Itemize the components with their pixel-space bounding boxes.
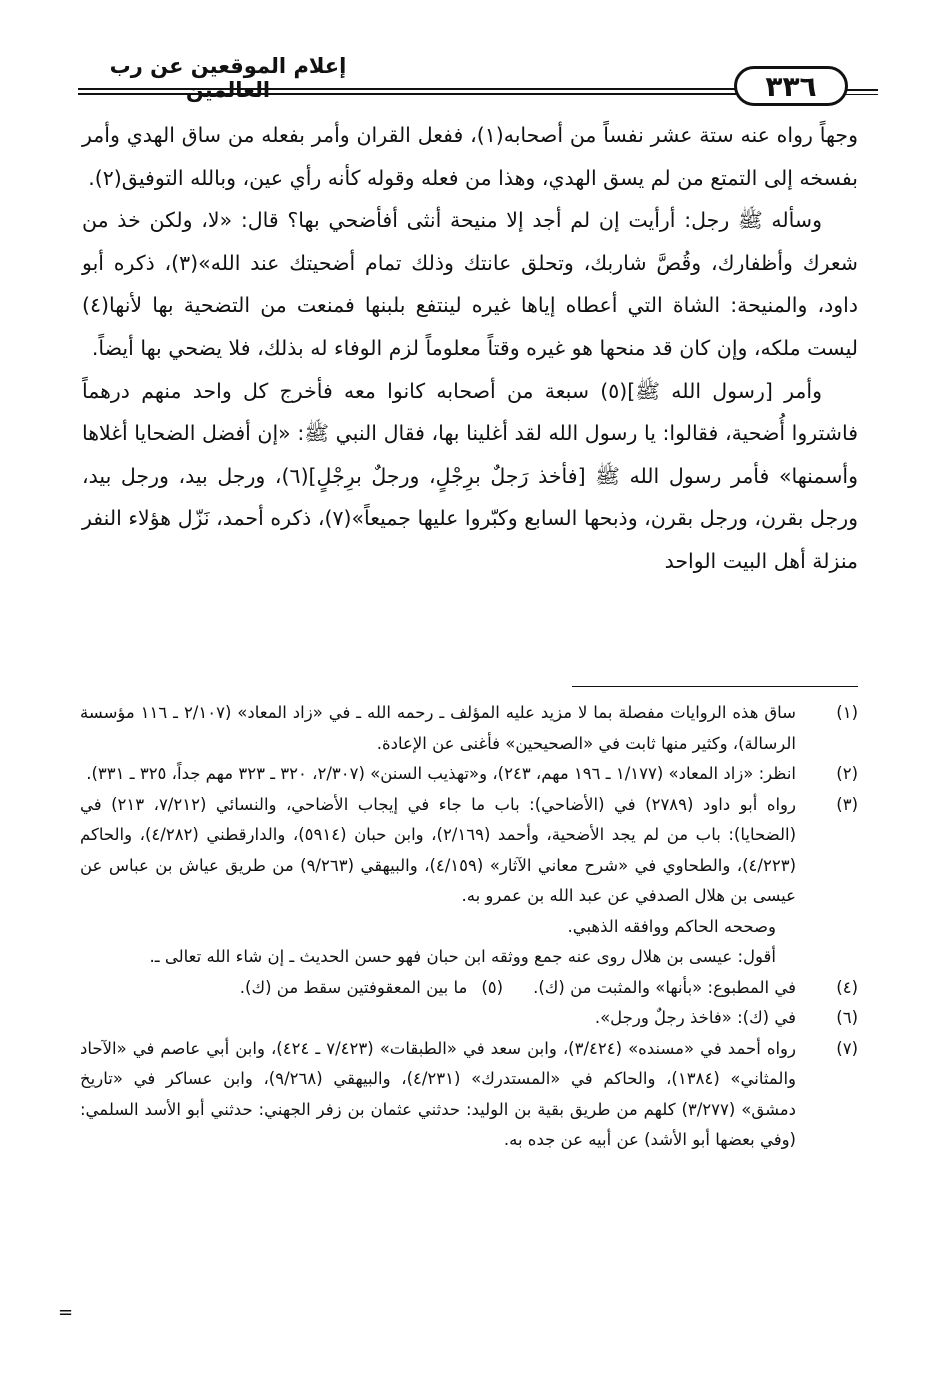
footnote-number: (٢) [836,764,858,783]
footnote [80,1003,858,1034]
footnote-text: رواه أبو داود (٢٧٨٩) في (الأضاحي): باب ما جاء في إيجاب الأضاحي، والنسائي (٧/٢١٢، ٢١٣) في (الضحايا): باب من لم يجد الأضحية، وأحمد (٢/١٦٩)، وابن حبان (٥٩١٤)، والدارقطني (٤/٢٨٢)، والحاكم (٤/٢٢٣)، والطحاوي في «شرح معاني الآثار» (٤/١٥٩)، والبيهقي (٩/٢٦٣) من طريق عياش بن عباس عن عيسى بن هلال الصدفي عن عبد الله بن عمرو به. [80,794,797,905]
footnote-number: (١) [836,703,858,722]
continuation-mark: = [58,1302,74,1323]
footnote-note: وصححه الحاكم ووافقه الذهبي. [567,916,776,936]
footnote-text: في المطبوع: «بأنها» والمثبت من (ك). [533,977,796,997]
page-number: ٣٣٦ [734,66,848,106]
footnote-number: (٤) [836,977,858,997]
footnote-number: (٥) [481,977,504,997]
footnote [80,1034,858,1156]
footnote-number: (٦) [836,1008,858,1027]
footnote-note: أقول: عيسى بن هلال روى عنه جمع ووثقه ابن حبان فهو حسن الحديث ـ إن شاء الله تعالى ـ. [149,947,776,966]
footnote-continuation [80,912,858,973]
paragraph: وأمر [رسول الله ﷺ](٥) سبعة من أصحابه كانوا معه فأخرج كل واحد منهم درهماً فاشتروا أُضحية، فقالوا: يا رسول الله لقد أغلينا بها، فقال النبي ﷺ: «إن أفضل الضحايا أغلاها وأسمنها» فأمر رسول الله ﷺ [فأخذ رَجلٌ برِجْلٍ، ورجلٌ برِجْلٍ](٦)، ورجل بيد، ورجل بيد، ورجل بقرن، ورجل بقرن، وذبحها السابع وكبّروا عليها جميعاً»(٧)، ذكره أحمد، نَزّل هؤلاء النفر منزلة أهل البيت الواحد [82,378,858,573]
main-text [82,114,858,583]
footnote-separator [572,686,858,687]
footnote [80,759,858,790]
footnote-text: ساق هذه الروايات مفصلة بما لا مزيد عليه المؤلف ـ رحمه الله ـ في «زاد المعاد» (٢/١٠٧ ـ ١١٦ مؤسسة الرسالة)، وكثير منها ثابت في «الصحيحين» فأغنى عن الإعادة. [80,703,796,753]
page-header [78,52,878,110]
footnote-text: في (ك): «فاخذ رجلٌ ورجل». [594,1008,796,1027]
paragraph: وجهاً رواه عنه ستة عشر نفساً من أصحابه(١)، ففعل القران وأمر بفعله من ساق الهدي وأمر بفسخه إلى التمتع من لم يسق الهدي، وهذا من فعله وقوله كأنه رأي عين، وبالله التوفيق(٢). [82,123,858,190]
footnote [80,698,858,759]
footnotes [80,698,858,1156]
footnote-text: انظر: «زاد المعاد» (١/١٧٧ ـ ١٩٦ مهم، ٢٤٣)، و«تهذيب السنن» (٢/٣٠٧، ٣٢٠ ـ ٣٢٣ مهم جداً، ٣٢٥ ـ ٣٣١). [86,764,796,783]
paragraph: وسأله ﷺ رجل: أرأيت إن لم أجد إلا منيحة أنثى أفأضحي بها؟ قال: «لا، ولكن خذ من شعرك وأظفارك، وقُصَّ شاربك، وتحلق عانتك وذلك تمام أضحيتك عند الله»(٣)، ذكره أبو داود، والمنيحة: الشاة التي أعطاه إياها غيره لينتفع بلبنها فمنعت من التضحية بها لأنها(٤) ليست ملكه، وإن كان قد منحها هو غيره وقتاً معلوماً لزم الوفاء له بذلك، فلا يضحي بها أيضاً. [82,208,858,360]
footnote-pair [80,973,796,1004]
footnote-number: (٧) [836,1038,858,1058]
footnote [80,973,858,1004]
footnote [80,790,858,912]
footnote-text: ما بين المعقوفتين سقط من (ك). [239,977,468,997]
footnote-text: رواه أحمد في «مسنده» (٣/٤٢٤)، وابن سعد في «الطبقات» (٧/٤٢٣ ـ ٤٢٤)، وابن أبي عاصم في «الآحاد والمثاني» (١٣٨٤)، والحاكم في «المستدرك» (٤/٢٣١)، والبيهقي (٩/٢٦٨)، وابن عساكر في «تاريخ دمشق» (٣/٢٧٧) كلهم من طريق بقية بن الوليد: حدثني عثمان بن زفر الجهني: حدثني أبو الأسد السلمي: (وفي بعضها أبو الأشد) عن أبيه عن جده به. [80,1038,796,1149]
footnote-number: (٣) [836,794,858,814]
running-title: إعلام الموقعين عن رب العالمين [109,54,347,102]
